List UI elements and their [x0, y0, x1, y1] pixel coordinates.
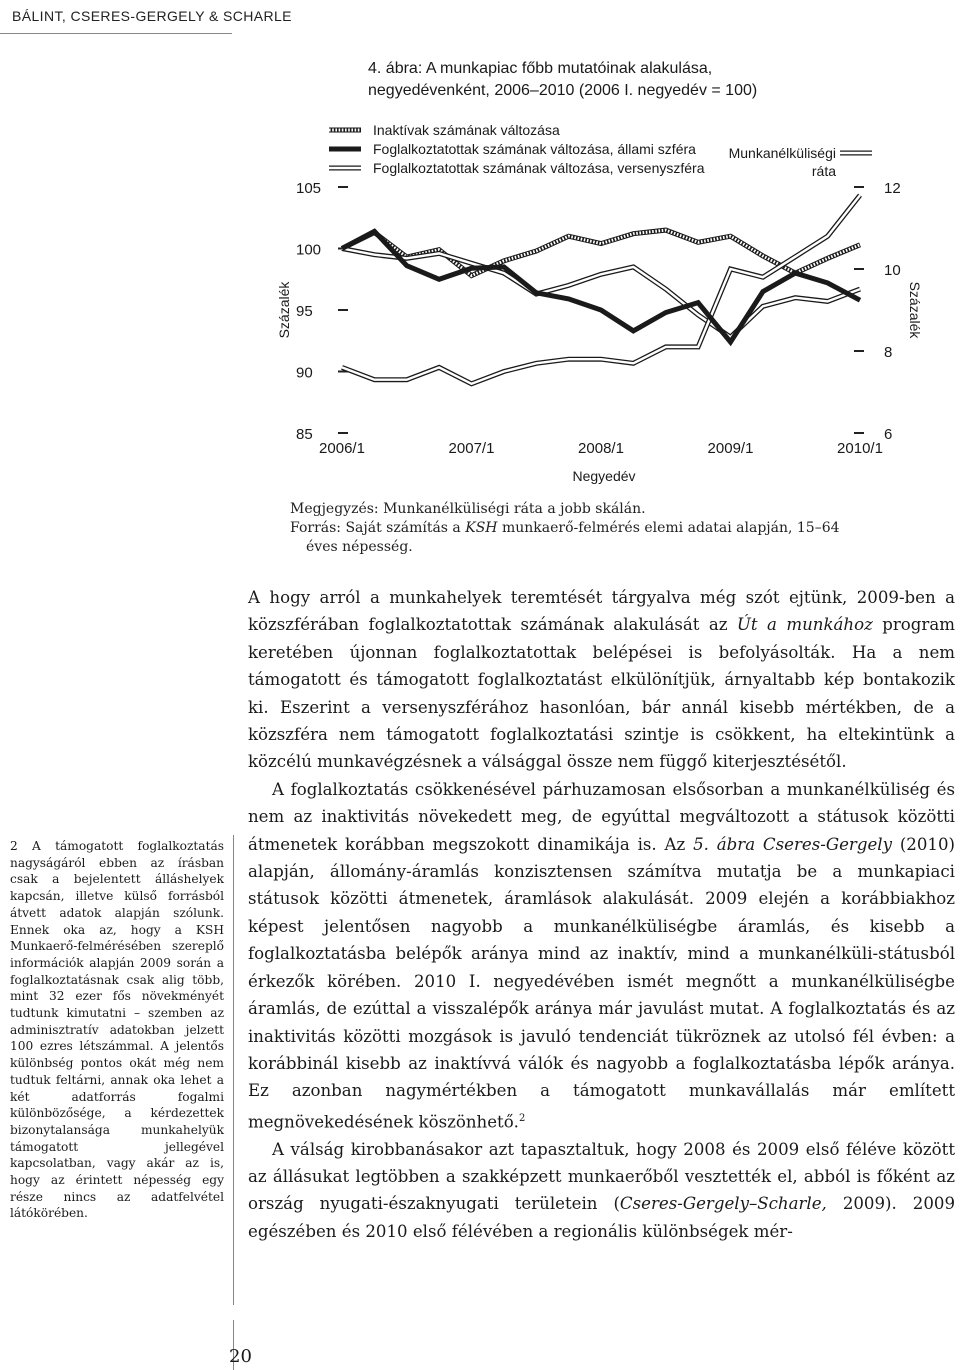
paragraph-3: [248, 1136, 955, 1246]
y-left-tick-label: 85: [296, 426, 313, 443]
figure-source-em: KSH: [465, 520, 498, 536]
series-unemployment: [342, 195, 860, 384]
paragraph-1: [248, 584, 955, 776]
series-unemployment-line-inner: [342, 195, 860, 384]
legend-label-competitive: Foglalkoztatottak számának változása, versenyszféra: [373, 160, 705, 176]
footnote-ref[interactable]: 2: [518, 1112, 526, 1124]
series-state-line: [342, 231, 860, 342]
series-state: [342, 231, 860, 342]
figure-title: [368, 58, 808, 102]
legend-label-unemployment-1: Munkanélküliségi: [728, 145, 836, 161]
main-text: [248, 584, 955, 1245]
p3-emphasis: Cseres-Gergely–Scharle,: [619, 1194, 827, 1214]
y-right-tick-label: 12: [884, 180, 901, 197]
figure-source-post: munkaerő-felmérés elemi adatai alapján, 15–64: [497, 520, 840, 536]
figure-title-line2: negyedévenként, 2006–2010 (2006 I. negyedév = 100): [368, 82, 758, 99]
x-axis-label: Negyedév: [572, 468, 636, 484]
paragraph-2: [248, 776, 955, 1136]
p2-text-a: A foglalkoztatás csökkenésével párhuzamosan elsősorban a munkanélküliség és nem az inaktivitás növekedett meg, de egyúttal megváltozott a státusok közötti átmenetek korábban megszokott dinamikája is. Az: [248, 779, 955, 854]
chart-legend: [329, 122, 872, 179]
x-tick-label: 2010/1: [837, 440, 883, 457]
series-unemployment-line: [342, 195, 860, 384]
figure-title-line1: 4. ábra: A munkapiac főbb mutatóinak alakulása,: [368, 60, 713, 77]
page-number: 20: [229, 1346, 252, 1367]
x-tick-label: 2009/1: [707, 440, 754, 457]
figure-note-text: Megjegyzés: Munkanélküliségi ráta a jobb skálán.: [290, 501, 646, 517]
x-tick-label: 2007/1: [448, 440, 495, 457]
figure-source-pre: Forrás: Saját számítás a: [290, 520, 466, 536]
y-right-axis-label: Százalék: [907, 281, 923, 339]
y-left-tick-label: 105: [296, 180, 322, 197]
p1-emphasis: Út a munkához: [736, 615, 873, 635]
x-tick-label: 2008/1: [578, 440, 624, 457]
figure-note: [290, 500, 950, 557]
p2-text-b: (2010) alapján, állomány-áramlás konzisztensen számítva mutatja be a munkapiaci státusok közötti átmenetek, áramlások alakulását. 2009 elején a korábbiakhoz képest jelentősen nagyobb a munkanélküliségbe áramlás, és kisebb a foglalkoztatásba belépők aránya mind az inaktív, mind a munkanélküli-státusból érkezők körében. 2010 I. negyedévében ismét megnőtt a munkanélküliségbe áramlás, de ezúttal a visszalépők aránya már javulást mutat. A foglalkoztatás és az inaktivitás közötti mozgások is javuló tendenciát tükröznek az utolsó fél évben: a korábbinál kisebb az inaktívvá válók és nagyobb a foglalkoztatásba lépők aránya. Ez azonban nagymértékben a támogatott munkavállalás már említett megnövekedésének köszönhető.: [248, 834, 956, 1132]
series-competitive: [342, 249, 860, 338]
legend-label-unemployment-2: ráta: [811, 163, 836, 179]
sidebar-rule: [233, 835, 234, 1305]
y-right-tick-label: 8: [884, 344, 893, 361]
series-competitive-line-inner: [342, 249, 860, 338]
chart-series: [342, 195, 860, 384]
line-chart: [240, 110, 960, 500]
p1-text-b: program keretében újonnan foglalkoztatottak belépései is befolyásolták. Ha a nem támogatott és támogatott foglalkoztatást elkülönítjük, árnyaltabb kép bontakozik ki. Eszerint a versenyszférához hasonlóan, bár annál kisebb mértékben, de a közszféra nem támogatott foglalkoztatási szintje is csökkent, ha eltekintünk a közcélú munkavégzésnek a válsággal össze nem függő kiterjesztésétől.: [248, 615, 955, 772]
y-left-axis-label: Százalék: [276, 281, 292, 339]
running-head: BÁLINT, CSERES-GERGELY & SCHARLE: [12, 8, 292, 24]
p3-text-b: 2009). 2009 egészében és 2010 első félévében a regionális különbségek mér-: [248, 1194, 955, 1241]
x-tick-label: 2006/1: [319, 440, 365, 457]
legend-label-inactive: Inaktívak számának változása: [373, 122, 560, 138]
series-competitive-line: [342, 249, 860, 338]
y-right-tick-label: 10: [884, 262, 901, 279]
y-left-tick-label: 95: [296, 303, 313, 320]
header-rule: [0, 33, 232, 34]
y-left-tick-label: 90: [296, 364, 313, 382]
figure-source-line2: éves népesség.: [306, 539, 413, 555]
p1-text-a: A hogy arról a munkahelyek teremtését tárgyalva még szót ejtünk, 2009-ben a közszférában foglalkoztatottak számának alakulását az: [248, 588, 955, 635]
figure-source: [290, 519, 950, 538]
chart-text: [276, 180, 923, 484]
footnote: 2 A támogatott foglalkoztatás nagyságáról ebben az írásban csak a bejelentett álláshelyek kapcsán, illetve külső forrásból átvett adatok alapján szólunk. Ennek oka az, hogy a KSH Munkaerő-felmérésében szereplő információk alapján 2009 során a foglalkoztatásnak csak alig több, mint 32 ezer fős növekményét tudtunk kimutatni – szemben az adminisztratív adatokban jelzett 100 ezres létszámmal. A jelentős különbség pontos okát még nem tudtuk feltárni, annak oka lehet a két adatforrás fogalmi különbözősége, a kérdezettek bizonytalansága munkahelyük támogatott jellegével kapcsolatban, vagy akár az is, hogy az érintett népesség egy része nincs az adatfelvétel látókörében.: [10, 839, 224, 1221]
p2-emphasis: 5. ábra Cseres-Gergely: [693, 834, 892, 854]
legend-label-state: Foglalkoztatottak számának változása, állami szféra: [373, 141, 696, 157]
p3-text-a: A válság kirobbanásakor azt tapasztaltuk, hogy 2008 és 2009 első féléve között az állásukat legtöbben a szakképzett munkaerőből vesztették el, abból is főként az ország nyugati-északnyugati területein (: [248, 1139, 955, 1214]
y-right-tick-label: 6: [884, 426, 893, 443]
y-left-tick-label: 100: [296, 241, 322, 259]
